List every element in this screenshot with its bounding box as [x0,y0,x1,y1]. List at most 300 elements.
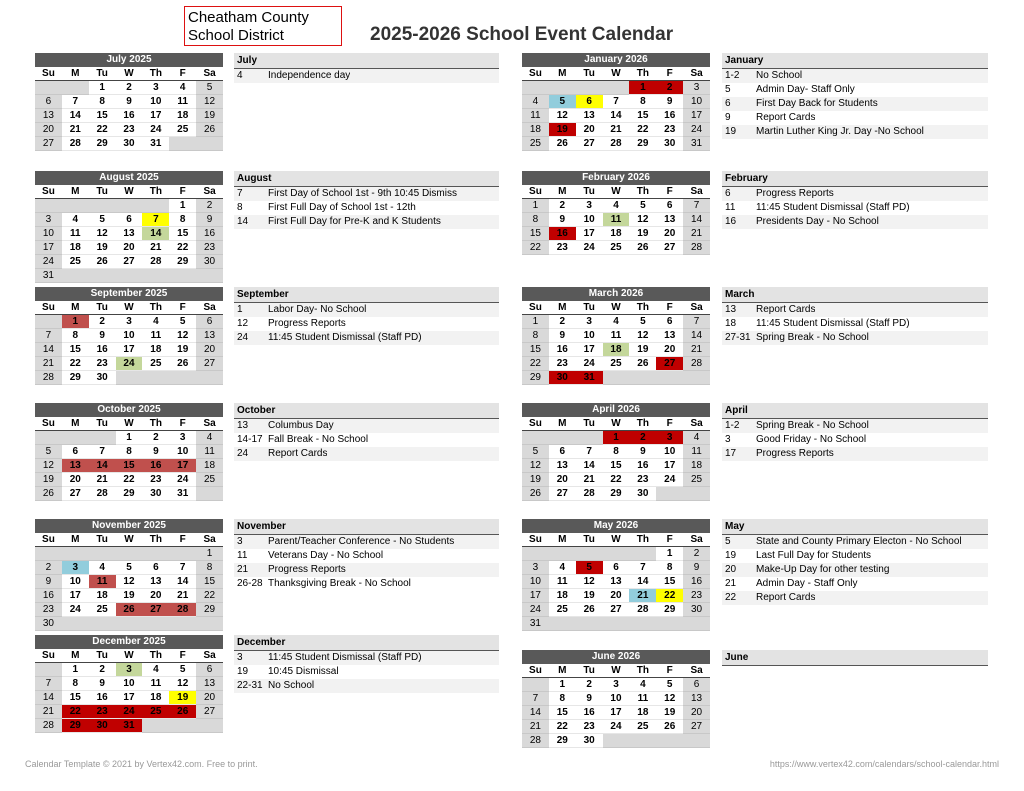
empty-cell [62,199,89,213]
day-cell: 26 [89,255,116,269]
weekday-header: Sa [683,664,710,678]
month-calendar-september [35,287,223,399]
day-cell: 25 [142,357,169,371]
day-cell: 25 [683,473,710,487]
day-cell: 12 [576,575,603,589]
day-cell: 8 [522,213,549,227]
blank-cell [142,501,169,515]
day-cell: 7 [89,445,116,459]
empty-cell [89,431,116,445]
day-cell: 5 [35,445,62,459]
day-cell: 18 [169,109,196,123]
blank-cell [683,255,710,269]
event-description: Progress Reports [756,188,834,199]
month-grid [35,301,223,399]
day-cell: 6 [656,199,683,213]
events-rows [234,69,499,83]
day-cell-highlighted: 27 [142,603,169,617]
day-cell-highlighted: 22 [656,589,683,603]
event-description: Fall Break - No School [268,434,369,445]
day-cell: 26 [196,123,223,137]
events-rows [234,303,499,345]
day-cell: 11 [683,445,710,459]
blank-cell [576,748,603,762]
event-row [722,331,988,345]
event-row [722,317,988,331]
weekday-header: Sa [683,67,710,81]
day-cell: 18 [629,706,656,720]
day-cell: 29 [169,255,196,269]
event-description: Progress Reports [268,318,346,329]
blank-cell [629,748,656,762]
day-cell: 11 [549,575,576,589]
day-cell: 6 [142,561,169,575]
empty-cell [196,269,223,283]
event-description: Good Friday - No School [756,434,867,445]
day-cell: 19 [196,109,223,123]
month-grid [522,417,710,515]
day-cell: 29 [522,371,549,385]
day-cell: 8 [522,329,549,343]
day-cell: 1 [169,199,196,213]
blank-cell [603,269,630,283]
empty-cell [196,371,223,385]
day-cell-highlighted: 11 [89,575,116,589]
day-cell: 4 [169,81,196,95]
blank-cell [656,385,683,399]
day-cell: 18 [142,343,169,357]
day-cell: 15 [603,459,630,473]
event-row [234,447,499,461]
day-cell: 19 [35,473,62,487]
weekday-header: M [62,67,89,81]
day-cell: 27 [116,255,143,269]
month-calendar-december [35,635,223,747]
day-cell-highlighted: 24 [116,705,143,719]
events-list-november [234,519,499,591]
blank-cell [522,151,549,165]
day-cell: 6 [35,95,62,109]
event-date: 5 [725,536,731,547]
event-description: Parent/Teacher Conference - No Students [268,536,455,547]
day-cell: 7 [62,95,89,109]
weekday-header: M [549,185,576,199]
day-cell: 17 [656,459,683,473]
event-description: Admin Day- Staff Only [756,84,855,95]
day-cell: 16 [89,691,116,705]
empty-cell [196,137,223,151]
day-cell: 18 [62,241,89,255]
blank-cell [116,385,143,399]
blank-cell [522,748,549,762]
event-row [234,303,499,317]
day-cell: 10 [142,95,169,109]
weekday-header: Sa [683,185,710,199]
weekday-header: Sa [196,533,223,547]
day-cell: 17 [603,706,630,720]
day-cell: 26 [35,487,62,501]
day-cell: 24 [576,357,603,371]
events-rows [722,69,988,139]
event-description: Columbus Day [268,420,334,431]
day-cell: 3 [603,678,630,692]
day-cell: 22 [522,241,549,255]
day-cell-highlighted: 5 [549,95,576,109]
event-row [722,303,988,317]
weekday-header: Sa [196,301,223,315]
event-description: No School [756,70,803,81]
day-cell: 20 [142,589,169,603]
event-description: First Day of School 1st - 9th 10:45 Dismiss [268,188,457,199]
weekday-header: Tu [576,301,603,315]
day-cell: 13 [116,227,143,241]
day-cell: 12 [629,213,656,227]
day-cell: 20 [196,343,223,357]
weekday-header: W [603,67,630,81]
day-cell-highlighted: 17 [169,459,196,473]
day-cell: 1 [116,431,143,445]
day-cell: 29 [62,371,89,385]
empty-cell [656,734,683,748]
event-date: 18 [725,318,737,329]
blank-cell [603,385,630,399]
day-cell: 28 [576,487,603,501]
weekday-header: Th [629,533,656,547]
blank-cell [683,748,710,762]
empty-cell [169,137,196,151]
blank-cell [683,385,710,399]
events-month-title: November [234,519,499,535]
day-cell: 17 [62,589,89,603]
weekday-header: M [549,301,576,315]
events-month-title: August [234,171,499,187]
day-cell-highlighted: 27 [656,357,683,371]
day-cell: 15 [62,343,89,357]
day-cell: 13 [549,459,576,473]
day-cell: 18 [142,691,169,705]
empty-cell [196,719,223,733]
day-cell: 16 [89,343,116,357]
day-cell: 12 [89,227,116,241]
month-title: April 2026 [522,403,710,417]
day-cell: 6 [116,213,143,227]
day-cell-highlighted: 7 [142,213,169,227]
day-cell: 24 [169,473,196,487]
day-cell: 16 [116,109,143,123]
day-cell: 10 [116,677,143,691]
day-cell: 31 [522,617,549,631]
day-cell: 20 [62,473,89,487]
empty-cell [62,617,89,631]
empty-cell [169,719,196,733]
empty-cell [522,547,549,561]
day-cell: 18 [549,589,576,603]
day-cell-highlighted: 21 [629,589,656,603]
day-cell: 18 [683,459,710,473]
day-cell: 9 [656,95,683,109]
month-calendar-june [522,650,710,762]
day-cell: 2 [549,199,576,213]
day-cell: 19 [576,589,603,603]
weekday-header: M [62,649,89,663]
day-cell: 25 [549,603,576,617]
weekday-header: Su [35,67,62,81]
day-cell: 9 [89,329,116,343]
event-row [722,97,988,111]
event-row [234,201,499,215]
events-list-august [234,171,499,229]
weekday-header: W [603,533,630,547]
day-cell: 9 [576,692,603,706]
day-cell: 5 [169,315,196,329]
month-calendar-october [35,403,223,515]
event-description: First Day Back for Students [756,98,878,109]
day-cell: 12 [35,459,62,473]
blank-cell [603,748,630,762]
day-cell: 21 [62,123,89,137]
weekday-header: W [116,417,143,431]
day-cell: 27 [576,137,603,151]
weekday-header: F [169,67,196,81]
day-cell: 14 [576,459,603,473]
weekday-header: W [603,664,630,678]
event-row [722,535,988,549]
day-cell: 23 [116,123,143,137]
day-cell: 13 [576,109,603,123]
event-description: 11:45 Student Dismissal (Staff PD) [756,318,910,329]
weekday-header: Su [35,417,62,431]
day-cell: 20 [196,691,223,705]
blank-cell [656,255,683,269]
day-cell: 10 [35,227,62,241]
day-cell: 14 [683,213,710,227]
day-cell: 9 [549,213,576,227]
day-cell: 7 [603,95,630,109]
event-date: 19 [725,550,737,561]
empty-cell [576,431,603,445]
day-cell: 29 [89,137,116,151]
event-row [722,111,988,125]
empty-cell [683,617,710,631]
day-cell: 5 [629,199,656,213]
day-cell: 15 [522,227,549,241]
empty-cell [549,617,576,631]
event-description: Report Cards [756,592,816,603]
day-cell-highlighted: 24 [116,357,143,371]
month-title: September 2025 [35,287,223,301]
events-month-title: July [234,53,499,69]
day-cell: 20 [683,706,710,720]
day-cell: 22 [629,123,656,137]
weekday-header: M [549,664,576,678]
day-cell: 10 [576,213,603,227]
day-cell-highlighted: 23 [89,705,116,719]
events-month-title: September [234,287,499,303]
day-cell: 1 [549,678,576,692]
day-cell: 10 [62,575,89,589]
month-title: March 2026 [522,287,710,301]
blank-cell [196,501,223,515]
weekday-header: Sa [683,417,710,431]
day-cell: 17 [116,691,143,705]
weekday-header: Th [142,649,169,663]
day-cell: 13 [656,329,683,343]
event-row [722,433,988,447]
blank-cell [603,255,630,269]
day-cell: 1 [522,199,549,213]
empty-cell [35,431,62,445]
empty-cell [683,487,710,501]
events-rows [234,651,499,693]
footer-url[interactable]: https://www.vertex42.com/calendars/school-calendar.html [769,759,999,769]
weekday-header: Su [522,664,549,678]
day-cell: 21 [169,589,196,603]
day-cell: 2 [35,561,62,575]
day-cell: 30 [629,487,656,501]
day-cell-highlighted: 11 [603,213,630,227]
day-cell: 15 [522,343,549,357]
events-rows [234,187,499,229]
event-description: Progress Reports [756,448,834,459]
day-cell: 11 [196,445,223,459]
events-month-title: March [722,287,988,303]
event-description: Last Full Day for Students [756,550,872,561]
month-calendar-february [522,171,710,283]
day-cell: 4 [196,431,223,445]
weekday-header: W [116,533,143,547]
events-list-december [234,635,499,693]
weekday-header: F [169,417,196,431]
day-cell: 7 [35,329,62,343]
empty-cell [35,547,62,561]
blank-cell [522,255,549,269]
event-row [234,577,499,591]
events-list-october [234,403,499,461]
day-cell: 10 [169,445,196,459]
blank-cell [169,385,196,399]
weekday-header: W [603,301,630,315]
blank-cell [196,151,223,165]
weekday-header: Tu [89,649,116,663]
weekday-header: Th [142,533,169,547]
event-date: 6 [725,188,731,199]
weekday-header: M [62,185,89,199]
day-cell: 20 [35,123,62,137]
day-cell: 31 [169,487,196,501]
event-date: 14 [237,216,249,227]
day-cell: 23 [89,357,116,371]
month-grid [35,67,223,165]
events-list-june [722,650,988,666]
day-cell-highlighted: 3 [656,431,683,445]
weekday-header: Th [142,67,169,81]
event-description: Admin Day - Staff Only [756,578,858,589]
weekday-header: Sa [196,649,223,663]
weekday-header: Th [142,417,169,431]
day-cell: 9 [629,445,656,459]
event-row [234,317,499,331]
blank-cell [62,385,89,399]
month-calendar-august [35,171,223,283]
day-cell: 12 [629,329,656,343]
empty-cell [576,81,603,95]
day-cell: 21 [522,720,549,734]
day-cell: 10 [656,445,683,459]
blank-cell [116,501,143,515]
event-description: Spring Break - No School [756,332,869,343]
day-cell: 23 [576,720,603,734]
day-cell-highlighted: 30 [89,719,116,733]
day-cell: 2 [116,81,143,95]
day-cell: 26 [629,357,656,371]
day-cell: 30 [576,734,603,748]
day-cell: 7 [629,561,656,575]
day-cell: 10 [522,575,549,589]
day-cell: 10 [576,329,603,343]
weekday-header: F [656,67,683,81]
day-cell: 14 [603,109,630,123]
event-row [722,83,988,97]
day-cell: 15 [629,109,656,123]
day-cell: 4 [142,663,169,677]
event-description: Martin Luther King Jr. Day -No School [756,126,924,137]
event-row [722,187,988,201]
month-calendar-april [522,403,710,515]
event-date: 7 [237,188,243,199]
day-cell-highlighted: 1 [603,431,630,445]
blank-cell [89,501,116,515]
day-cell: 12 [116,575,143,589]
events-month-title: June [722,650,988,666]
day-cell: 17 [576,343,603,357]
events-list-july [234,53,499,83]
month-grid [35,533,223,631]
day-cell: 2 [89,663,116,677]
empty-cell [116,199,143,213]
weekday-header: F [656,301,683,315]
day-cell: 20 [603,589,630,603]
day-cell: 30 [683,603,710,617]
event-row [722,69,988,83]
blank-cell [89,151,116,165]
blank-cell [196,733,223,747]
month-grid [522,533,710,631]
day-cell-highlighted: 26 [169,705,196,719]
events-rows [722,419,988,461]
blank-cell [656,151,683,165]
day-cell: 16 [629,459,656,473]
day-cell: 30 [35,617,62,631]
empty-cell [142,617,169,631]
day-cell: 9 [549,329,576,343]
day-cell: 20 [576,123,603,137]
blank-cell [549,269,576,283]
event-date: 14-17 [237,434,263,445]
month-title: August 2025 [35,171,223,185]
weekday-header: Su [522,533,549,547]
weekday-header: Tu [89,67,116,81]
blank-cell [629,501,656,515]
event-date: 4 [237,70,243,81]
empty-cell [89,617,116,631]
day-cell: 15 [169,227,196,241]
day-cell: 4 [62,213,89,227]
day-cell: 15 [62,691,89,705]
weekday-header: F [656,533,683,547]
month-grid [35,185,223,283]
weekday-header: Th [629,185,656,199]
blank-cell [576,269,603,283]
